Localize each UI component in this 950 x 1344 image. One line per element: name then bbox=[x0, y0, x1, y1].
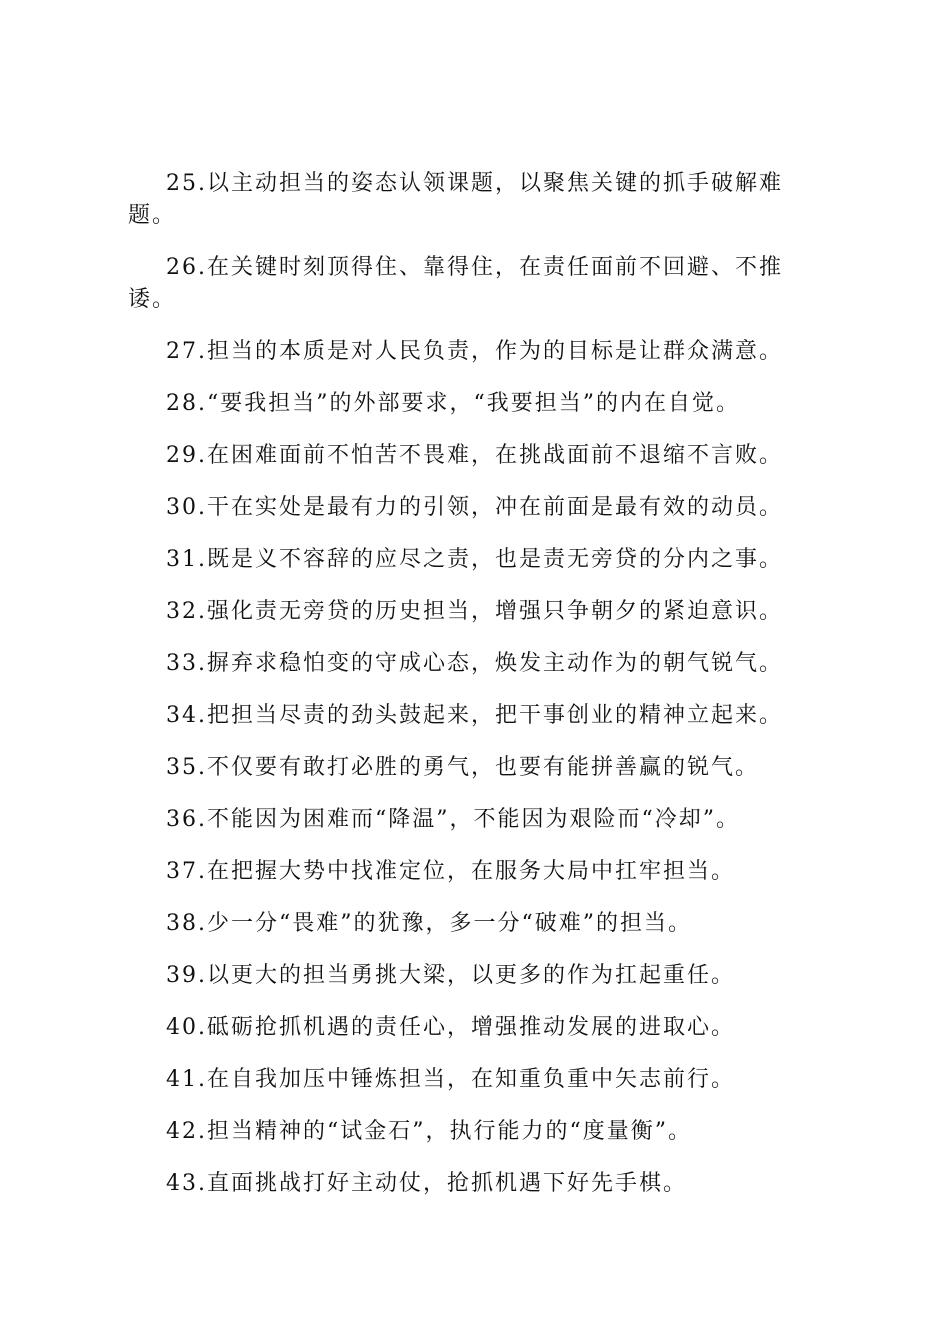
list-item: 34.把担当尽责的劲头鼓起来，把干事创业的精神立起来。 bbox=[166, 703, 783, 728]
list-item: 35.不仅要有敢打必胜的勇气，也要有能拼善赢的锐气。 bbox=[166, 755, 759, 780]
list-item: 30.干在实处是最有力的引领，冲在前面是最有效的动员。 bbox=[166, 495, 783, 520]
list-item: 39.以更大的担当勇挑大梁，以更多的作为扛起重任。 bbox=[166, 963, 735, 988]
list-item: 38.少一分“畏难”的犹豫，多一分“破难”的担当。 bbox=[166, 911, 692, 936]
document-body bbox=[128, 168, 830, 1220]
list-item: 31.既是义不容辞的应尽之责，也是责无旁贷的分内之事。 bbox=[166, 547, 783, 572]
list-item: 25.以主动担当的姿态认领课题，以聚焦关键的抓手破解难题。 bbox=[128, 171, 783, 228]
list-item: 41.在自我加压中锤炼担当，在知重负重中矢志前行。 bbox=[166, 1067, 735, 1092]
list-item: 27.担当的本质是对人民负责，作为的目标是让群众满意。 bbox=[166, 339, 783, 364]
list-item: 40.砥砺抢抓机遇的责任心，增强推动发展的进取心。 bbox=[166, 1015, 735, 1040]
list-item: 43.直面挑战打好主动仗，抢抓机遇下好先手棋。 bbox=[166, 1171, 687, 1196]
list-item: 32.强化责无旁贷的历史担当，增强只争朝夕的紧迫意识。 bbox=[166, 599, 783, 624]
list-item: 28.“要我担当”的外部要求，“我要担当”的内在自觉。 bbox=[166, 391, 740, 416]
list-item: 33.摒弃求稳怕变的守成心态，焕发主动作为的朝气锐气。 bbox=[166, 651, 783, 676]
list-item: 42.担当精神的“试金石”，执行能力的“度量衡”。 bbox=[166, 1119, 692, 1144]
list-item: 37.在把握大势中找准定位，在服务大局中扛牢担当。 bbox=[166, 859, 735, 884]
list-item: 36.不能因为困难而“降温”，不能因为艰险而“冷却”。 bbox=[166, 807, 740, 832]
list-item: 29.在困难面前不怕苦不畏难，在挑战面前不退缩不言败。 bbox=[166, 443, 783, 468]
list-item: 26.在关键时刻顶得住、靠得住，在责任面前不回避、不推诿。 bbox=[128, 255, 783, 312]
